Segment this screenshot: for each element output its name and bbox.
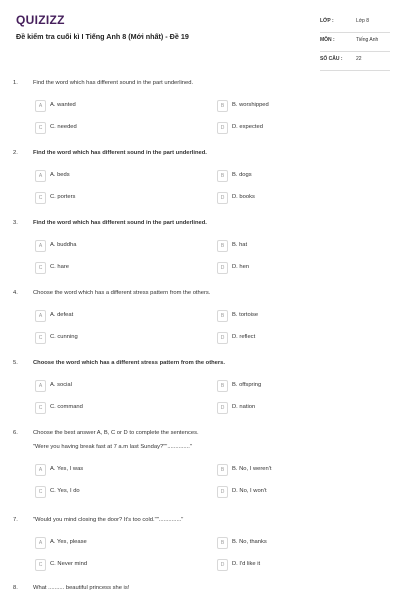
option-text: B. No, thanks	[232, 539, 267, 545]
answer-option-b[interactable]	[217, 380, 367, 392]
option-letter-box: C	[35, 402, 46, 414]
meta-row-subject	[320, 33, 390, 52]
question-text: Choose the word which has a different stress pattern from the others.	[33, 360, 225, 366]
answer-option-d[interactable]	[217, 122, 367, 134]
option-text: B. hat	[232, 242, 248, 248]
meta-row-class	[320, 14, 390, 33]
option-text: D. hen	[232, 264, 250, 270]
option-text: C. command	[50, 404, 83, 410]
question-number: 7.	[13, 517, 18, 523]
option-letter-box: A	[35, 537, 46, 549]
question-number: 2.	[13, 150, 18, 156]
option-letter-box: A	[35, 240, 46, 252]
answer-option-a[interactable]	[35, 100, 185, 112]
option-text: A. social	[50, 382, 72, 388]
answer-option-b[interactable]	[217, 464, 367, 476]
option-letter-box: D	[217, 122, 228, 134]
option-letter-box: D	[217, 402, 228, 414]
option-text: C. Yes, I do	[50, 488, 80, 494]
option-text: A. Yes, I was	[50, 466, 84, 472]
option-letter-box: B	[217, 537, 228, 549]
answer-option-a[interactable]	[35, 537, 185, 549]
answer-option-a[interactable]	[35, 310, 185, 322]
meta-label: MÔN :	[320, 37, 335, 43]
question-number: 5.	[13, 360, 18, 366]
option-text: A. defeat	[50, 312, 74, 318]
option-text: A. buddha	[50, 242, 77, 248]
option-letter-box: D	[217, 192, 228, 204]
option-text: A. wanted	[50, 102, 76, 108]
question-prompt: "Were you having break fast at 7 a.m last Sunday?"".............."	[33, 444, 192, 450]
answer-option-d[interactable]	[217, 262, 367, 274]
option-letter-box: A	[35, 380, 46, 392]
option-text: B. No, I weren't	[232, 466, 272, 472]
quiz-meta	[320, 14, 390, 71]
answer-option-d[interactable]	[217, 332, 367, 344]
option-text: A. beds	[50, 172, 70, 178]
question-text: Choose the best answer A, B, C or D to complete the sentences.	[33, 430, 199, 436]
option-letter-box: B	[217, 170, 228, 182]
option-text: B. offspring	[232, 382, 262, 388]
option-letter-box: B	[217, 240, 228, 252]
question-number: 1.	[13, 80, 18, 86]
question-number: 4.	[13, 290, 18, 296]
option-text: B. worshipped	[232, 102, 269, 108]
answer-option-a[interactable]	[35, 380, 185, 392]
option-letter-box: C	[35, 192, 46, 204]
question-text: Find the word which has different sound in the part underlined.	[33, 80, 194, 86]
question-text: What .......... beautiful princess she is!	[33, 585, 130, 591]
answer-option-a[interactable]	[35, 170, 185, 182]
option-text: B. tortoise	[232, 312, 259, 318]
option-letter-box: C	[35, 559, 46, 571]
option-letter-box: A	[35, 464, 46, 476]
meta-value: Tiếng Anh	[356, 37, 379, 43]
option-letter-box: A	[35, 310, 46, 322]
answer-option-c[interactable]	[35, 122, 185, 134]
option-text: D. books	[232, 194, 255, 200]
option-letter-box: C	[35, 332, 46, 344]
answer-option-c[interactable]	[35, 402, 185, 414]
option-letter-box: A	[35, 100, 46, 112]
quizizz-logo: QUIZIZZ	[16, 13, 65, 27]
option-text: C. Never mind	[50, 561, 88, 567]
answer-option-c[interactable]	[35, 486, 185, 498]
answer-option-c[interactable]	[35, 192, 185, 204]
option-letter-box: B	[217, 380, 228, 392]
option-letter-box: C	[35, 262, 46, 274]
option-text: A. Yes, please	[50, 539, 87, 545]
answer-option-d[interactable]	[217, 559, 367, 571]
option-text: D. I'd like it	[232, 561, 261, 567]
option-text: C. porters	[50, 194, 76, 200]
option-letter-box: B	[217, 464, 228, 476]
answer-option-b[interactable]	[217, 240, 367, 252]
question-number: 6.	[13, 430, 18, 436]
answer-option-d[interactable]	[217, 402, 367, 414]
option-letter-box: C	[35, 486, 46, 498]
option-text: D. expected	[232, 124, 263, 130]
option-letter-box: A	[35, 170, 46, 182]
answer-option-b[interactable]	[217, 310, 367, 322]
option-letter-box: D	[217, 559, 228, 571]
question-text: Find the word which has different sound in the part underlined.	[33, 150, 207, 156]
option-text: C. cunning	[50, 334, 78, 340]
answer-option-a[interactable]	[35, 464, 185, 476]
meta-label: SỐ CÂU :	[320, 56, 343, 62]
meta-value: 22	[356, 56, 362, 62]
quiz-title: Đề kiểm tra cuối kì I Tiếng Anh 8 (Mới nhất) - Đề 19	[16, 32, 189, 41]
option-text: C. hare	[50, 264, 70, 270]
question-text: "Would you mind closing the door? It's too cold."".............."	[33, 517, 184, 523]
answer-option-b[interactable]	[217, 537, 367, 549]
meta-value: Lớp 8	[356, 18, 370, 24]
question-number: 3.	[13, 220, 18, 226]
option-letter-box: B	[217, 310, 228, 322]
meta-label: LỚP :	[320, 18, 334, 24]
answer-option-c[interactable]	[35, 559, 185, 571]
answer-option-b[interactable]	[217, 100, 367, 112]
answer-option-c[interactable]	[35, 332, 185, 344]
option-letter-box: D	[217, 486, 228, 498]
answer-option-a[interactable]	[35, 240, 185, 252]
meta-row-count	[320, 52, 390, 71]
answer-option-b[interactable]	[217, 170, 367, 182]
question-text: Find the word which has different sound in the part underlined.	[33, 220, 207, 226]
option-text: B. dogs	[232, 172, 252, 178]
answer-option-c[interactable]	[35, 262, 185, 274]
option-letter-box: B	[217, 100, 228, 112]
option-letter-box: D	[217, 262, 228, 274]
question-text: Choose the word which has a different stress pattern from the others.	[33, 290, 211, 296]
option-text: D. reflect	[232, 334, 256, 340]
option-text: D. No, I won't	[232, 488, 267, 494]
option-text: D. nation	[232, 404, 256, 410]
option-letter-box: D	[217, 332, 228, 344]
answer-option-d[interactable]	[217, 192, 367, 204]
answer-option-d[interactable]	[217, 486, 367, 498]
option-letter-box: C	[35, 122, 46, 134]
question-number: 8.	[13, 585, 18, 591]
option-text: C. needed	[50, 124, 77, 130]
